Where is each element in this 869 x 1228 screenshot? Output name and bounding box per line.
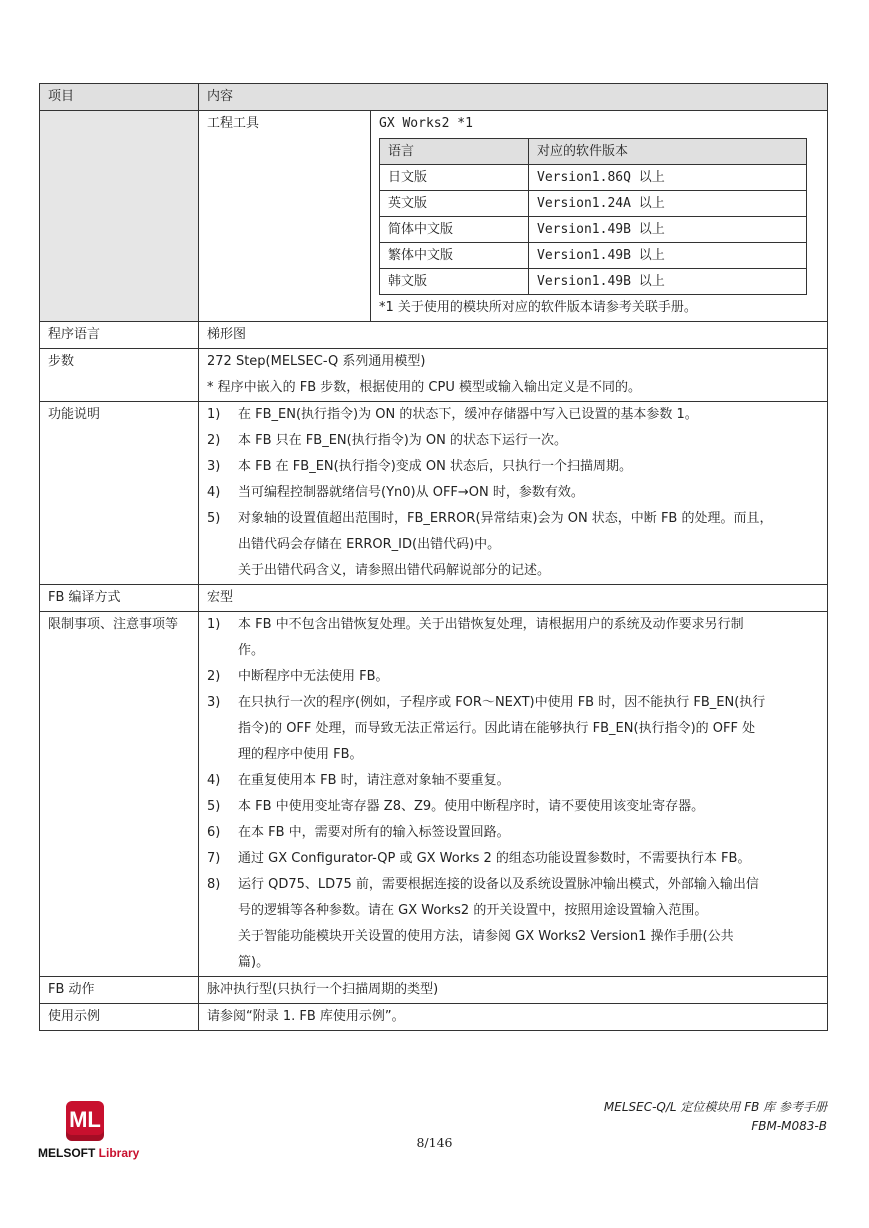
list-item <box>207 428 827 454</box>
version-header-row <box>380 139 807 165</box>
version-header-lang: 语言 <box>380 139 529 165</box>
steps-line-1: 272 Step(MELSEC-Q 系列通用模型) <box>207 354 426 369</box>
table-row-example <box>40 1004 828 1031</box>
version-value: Version1.24A 以上 <box>529 191 807 217</box>
item-number: 5) <box>207 511 221 526</box>
version-row <box>380 165 807 191</box>
item-continuation: 理的程序中使用 FB。 <box>238 747 363 762</box>
restrictions-key: 限制事项、注意事项等 <box>40 612 199 977</box>
item-continuation: 篇)。 <box>238 955 270 970</box>
table-header-row <box>40 84 828 111</box>
function-cell <box>199 402 828 585</box>
item-number: 7) <box>207 851 221 866</box>
item-text: 在只执行一次的程序(例如，子程序或 FOR～NEXT)中使用 FB 时，因不能执行 FB_EN(执行 <box>238 695 766 710</box>
language-key: 程序语言 <box>40 322 199 349</box>
item-continuation: 作。 <box>238 643 265 658</box>
item-text: 中断程序中无法使用 FB。 <box>238 669 389 684</box>
item-number: 1) <box>207 407 221 422</box>
item-continuation: 号的逻辑等各种参数。请在 GX Works2 的开关设置中，按照用途设置输入范围。 <box>238 903 708 918</box>
version-row <box>380 269 807 295</box>
list-item <box>207 612 827 638</box>
logo-text-library: Library <box>98 1146 140 1160</box>
language-value: 梯形图 <box>199 322 828 349</box>
list-item <box>207 480 827 506</box>
example-value: 请参阅“附录 1. FB 库使用示例”。 <box>199 1004 828 1031</box>
logo-mark-text: ML <box>69 1107 101 1132</box>
fb-action-key: FB 动作 <box>40 977 199 1004</box>
table-row-tool <box>40 111 828 322</box>
item-text: 在本 FB 中，需要对所有的输入标签设置回路。 <box>238 825 510 840</box>
version-row <box>380 191 807 217</box>
item-number: 5) <box>207 799 221 814</box>
list-item <box>207 664 827 690</box>
manual-code: FBM-M083-B <box>751 1119 827 1133</box>
list-item <box>207 872 827 898</box>
list-item <box>207 768 827 794</box>
tool-cell <box>199 111 828 322</box>
list-item <box>207 402 827 428</box>
example-key: 使用示例 <box>40 1004 199 1031</box>
compile-value: 宏型 <box>199 585 828 612</box>
version-table <box>379 138 807 295</box>
version-value: Version1.49B 以上 <box>529 217 807 243</box>
footer-manual-info <box>604 1098 827 1136</box>
item-text: 本 FB 只在 FB_EN(执行指令)为 ON 的状态下运行一次。 <box>238 433 567 448</box>
fb-action-value: 脉冲执行型(只执行一个扫描周期的类型) <box>199 977 828 1004</box>
table-row-function <box>40 402 828 585</box>
list-item <box>207 454 827 480</box>
item-text: 通过 GX Configurator-QP 或 GX Works 2 的组态功能设置参数时，不需要执行本 FB。 <box>238 851 751 866</box>
table-row-compile <box>40 585 828 612</box>
steps-key: 步数 <box>40 349 199 402</box>
tool-body <box>371 111 827 321</box>
version-lang: 繁体中文版 <box>380 243 529 269</box>
item-number: 2) <box>207 669 221 684</box>
version-value: Version1.49B 以上 <box>529 269 807 295</box>
item-text: 对象轴的设置值超出范围时，FB_ERROR(异常结束)会为 ON 状态，中断 FB 的处理。而且， <box>238 511 773 526</box>
list-item <box>207 506 827 532</box>
tool-software-name: GX Works2 *1 <box>379 116 473 131</box>
header-value: 内容 <box>199 84 828 111</box>
item-number: 2) <box>207 433 221 448</box>
item-number: 3) <box>207 459 221 474</box>
item-continuation: 关于智能功能模块开关设置的使用方法，请参阅 GX Works2 Version1 操作手册(公共 <box>238 929 734 944</box>
manual-title: MELSEC-Q/L 定位模块用 FB 库 参考手册 <box>603 1100 827 1114</box>
version-header-ver: 对应的软件版本 <box>529 139 807 165</box>
version-value: Version1.86Q 以上 <box>529 165 807 191</box>
logo-text-melsoft: MELSOFT <box>38 1146 96 1160</box>
item-text: 本 FB 中不包含出错恢复处理。关于出错恢复处理，请根据用户的系统及动作要求另行制 <box>238 617 744 632</box>
melsoft-library-logo <box>38 1101 140 1161</box>
item-number: 8) <box>207 877 221 892</box>
list-item <box>207 690 827 716</box>
function-key: 功能说明 <box>40 402 199 585</box>
item-text: 本 FB 在 FB_EN(执行指令)变成 ON 状态后，只执行一个扫描周期。 <box>238 459 632 474</box>
table-row-steps <box>40 349 828 402</box>
item-continuation: 关于出错代码含义，请参照出错代码解说部分的记述。 <box>238 563 551 578</box>
item-text: 在重复使用本 FB 时，请注意对象轴不要重复。 <box>238 773 510 788</box>
version-value: Version1.49B 以上 <box>529 243 807 269</box>
spec-table <box>39 83 828 1031</box>
list-item <box>207 794 827 820</box>
version-lang: 英文版 <box>380 191 529 217</box>
restrictions-cell <box>199 612 828 977</box>
item-text: 当可编程控制器就绪信号(Yn0)从 OFF→ON 时，参数有效。 <box>238 485 584 500</box>
tool-label: 工程工具 <box>199 111 371 321</box>
page-number: 8/146 <box>416 1135 453 1150</box>
item-text: 在 FB_EN(执行指令)为 ON 的状态下，缓冲存储器中写入已设置的基本参数 1。 <box>238 407 698 422</box>
header-key: 项目 <box>40 84 199 111</box>
item-text: 运行 QD75、LD75 前，需要根据连接的设备以及系统设置脉冲输出模式，外部输入输出信 <box>238 877 759 892</box>
version-lang: 日文版 <box>380 165 529 191</box>
item-text: 本 FB 中使用变址寄存器 Z8、Z9。使用中断程序时，请不要使用该变址寄存器。 <box>238 799 705 814</box>
table-row-fb-action <box>40 977 828 1004</box>
item-number: 3) <box>207 695 221 710</box>
tool-note: *1 关于使用的模块所对应的软件版本请参考关联手册。 <box>379 300 697 315</box>
list-item <box>207 820 827 846</box>
item-number: 6) <box>207 825 221 840</box>
tool-key-cell <box>40 111 199 322</box>
version-lang: 韩文版 <box>380 269 529 295</box>
steps-line-2: * 程序中嵌入的 FB 步数，根据使用的 CPU 模型或输入输出定义是不同的。 <box>207 380 641 395</box>
item-number: 4) <box>207 485 221 500</box>
item-continuation: 出错代码会存储在 ERROR_ID(出错代码)中。 <box>238 537 501 552</box>
table-row-language <box>40 322 828 349</box>
table-row-restrictions <box>40 612 828 977</box>
compile-key: FB 编译方式 <box>40 585 199 612</box>
version-lang: 简体中文版 <box>380 217 529 243</box>
steps-cell <box>199 349 828 402</box>
list-item <box>207 846 827 872</box>
item-number: 1) <box>207 617 221 632</box>
item-number: 4) <box>207 773 221 788</box>
version-row <box>380 217 807 243</box>
tool-layout <box>199 111 827 321</box>
version-row <box>380 243 807 269</box>
item-continuation: 指令)的 OFF 处理，而导致无法正常运行。因此请在能够执行 FB_EN(执行指令)的 OFF 处 <box>238 721 756 736</box>
